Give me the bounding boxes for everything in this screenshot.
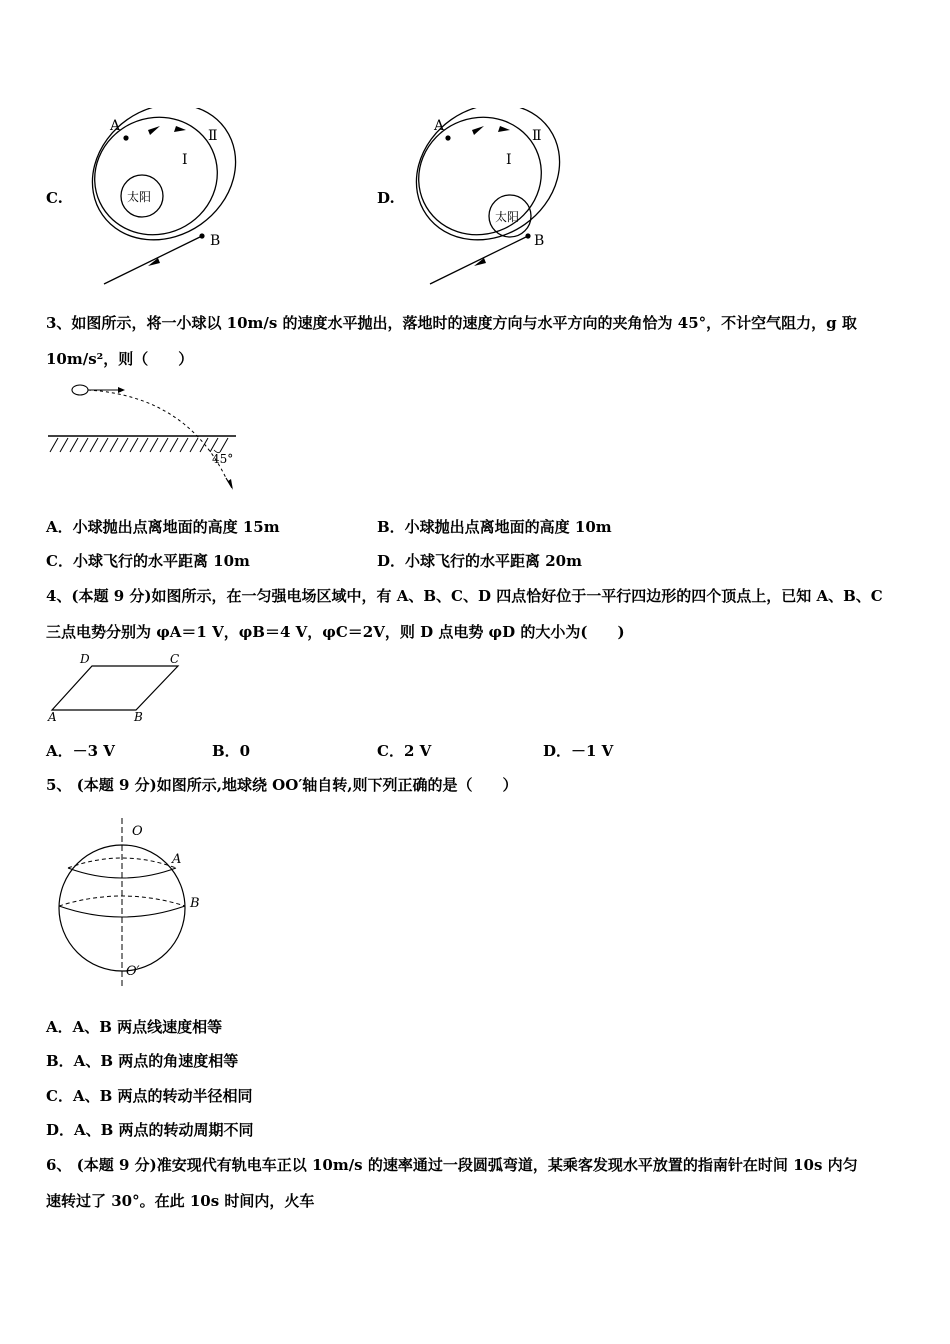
projectile-figure <box>46 378 241 496</box>
point-label-a: A <box>172 852 182 867</box>
q3-option-d: D．小球飞行的水平距离 20m <box>377 552 582 570</box>
option-d-label: D. <box>377 189 395 207</box>
q4-option-b: B．0 <box>212 742 251 760</box>
option-c-label: C. <box>46 189 63 207</box>
sun-label: 太阳 <box>495 210 520 224</box>
orbit-label-i: I <box>506 152 512 168</box>
q3-option-a: A．小球抛出点离地面的高度 15m <box>46 518 280 536</box>
orbit-figure-d <box>400 108 580 290</box>
vertex-d: D <box>80 652 90 666</box>
q4-stem-line2: 三点电势分别为 φA＝1 V，φB＝4 V，φC＝2V，则 D 点电势 φD 的大小为( ) <box>46 623 625 641</box>
q3-option-b: B．小球抛出点离地面的高度 10m <box>377 518 612 536</box>
sun-label: 太阳 <box>127 190 152 204</box>
vertex-a: A <box>48 710 57 724</box>
earth-figure <box>56 816 216 996</box>
q6-stem-line2: 速转过了 30°。在此 10s 时间内，火车 <box>46 1192 315 1210</box>
orbit-figure-c <box>78 108 258 290</box>
q6-stem-line1: 6、 (本题 9 分)准安现代有轨电车正以 10m/s 的速率通过一段圆弧弯道，某乘客发现水平放置的指南针在时间 10s 内匀 <box>46 1156 858 1174</box>
orbit-label-i: I <box>182 152 188 168</box>
point-label-b: B <box>190 896 200 911</box>
orbit-label-b: B <box>534 233 545 249</box>
parallelogram-figure <box>44 650 194 726</box>
orbit-label-a: A <box>434 118 445 134</box>
orbit-label-b: B <box>210 233 221 249</box>
vertex-c: C <box>170 652 180 666</box>
axis-label-o: O <box>132 824 143 839</box>
q5-option-b: B．A、B 两点的角速度相等 <box>46 1052 239 1070</box>
axis-label-o-prime: O′ <box>126 964 140 979</box>
q5-option-a: A．A、B 两点线速度相等 <box>46 1018 223 1036</box>
vertex-b: B <box>134 710 143 724</box>
q4-option-a: A．－3 V <box>46 742 115 760</box>
angle-label: 45° <box>212 452 234 466</box>
q4-option-c: C．2 V <box>377 742 432 760</box>
q5-option-c: C．A、B 两点的转动半径相同 <box>46 1087 253 1105</box>
q5-option-d: D．A、B 两点的转动周期不同 <box>46 1121 254 1139</box>
q4-option-d: D．－1 V <box>543 742 614 760</box>
orbit-label-a: A <box>110 118 121 134</box>
q3-option-c: C．小球飞行的水平距离 10m <box>46 552 250 570</box>
q3-stem-line2: 10m/s²，则（ ） <box>46 350 194 368</box>
orbit-label-ii: Ⅱ <box>532 128 542 144</box>
q3-stem-line1: 3、如图所示，将一小球以 10m/s 的速度水平抛出，落地时的速度方向与水平方向的夹角恰为 45°，不计空气阻力，g 取 <box>46 314 857 332</box>
q4-stem-line1: 4、(本题 9 分)如图所示，在一匀强电场区域中，有 A、B、C、D 四点恰好位于一平行四边形的四个顶点上，已知 A、B、C <box>46 587 883 605</box>
q5-stem: 5、 (本题 9 分)如图所示,地球绕 OO′轴自转,则下列正确的是（ ） <box>46 776 518 794</box>
orbit-label-ii: Ⅱ <box>208 128 218 144</box>
